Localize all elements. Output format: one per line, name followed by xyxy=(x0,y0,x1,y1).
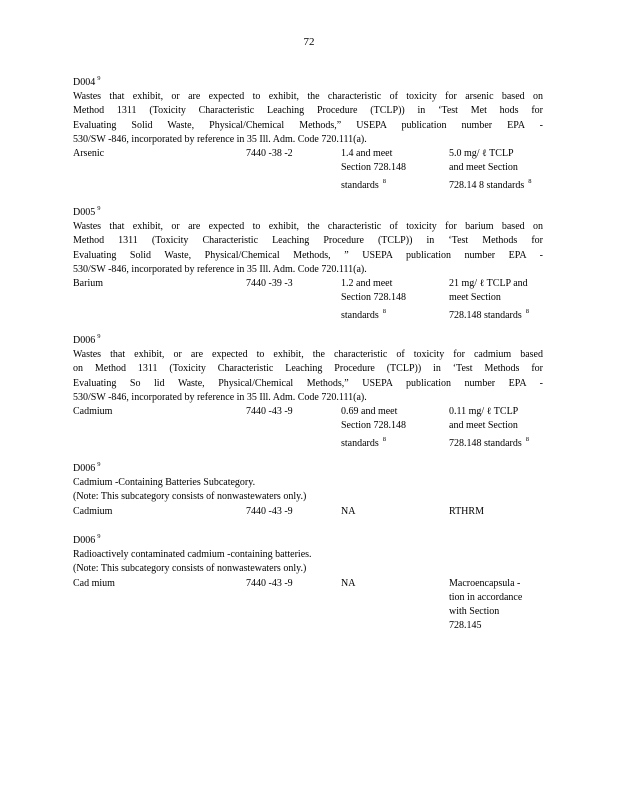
waste-entry-d006-radioactive xyxy=(73,530,543,634)
description-line: Evaluating Solid Waste, Physical/Chemical Methods,” USEPA publication number EPA - xyxy=(73,119,543,131)
description-line: Wastes that exhibit, or are expected to exhibit, the characteristic of toxicity for arsenic based on xyxy=(73,91,543,103)
constituent-name: Barium xyxy=(73,278,103,290)
wastewater-standard: 5.0 mg/ ℓ TCLP and meet Section 728.14 8 standards $^8$ xyxy=(449,148,532,192)
waste-entry-d006-toxicity xyxy=(73,330,543,448)
description-line: Method 1311 (Toxicity Characteristic Leaching Procedure (TCLP)) in ‘Test Met hods for xyxy=(73,105,543,117)
waste-code: D006 $^9$ xyxy=(73,533,101,546)
nonwastewater-standard: 0.69 and meet Section 728.148 standards $^8$ xyxy=(341,406,406,450)
nonwastewater-standard: NA xyxy=(341,505,356,517)
cas-number: 7440 -43 -9 xyxy=(246,505,293,517)
cas-number: 7440 -43 -9 xyxy=(246,577,293,589)
description-line: (Note: This subcategory consists of nonwastewaters only.) xyxy=(73,491,307,503)
description-line: on Method 1311 (Toxicity Characteristic Leaching Procedure (TCLP)) in ‘Test Methods for xyxy=(73,363,543,375)
constituent-name: Cadmium xyxy=(73,406,113,418)
constituent-name: Arsenic xyxy=(73,148,105,160)
constituent-row xyxy=(73,147,543,190)
constituent-row xyxy=(73,277,543,320)
waste-entry-d006-batteries xyxy=(73,458,543,519)
constituent-row xyxy=(73,577,543,634)
waste-code: D006 $^9$ xyxy=(73,461,101,474)
description-line: Wastes that exhibit, or are expected to exhibit, the characteristic of toxicity for cadmium based xyxy=(73,349,543,361)
description-line: Radioactively contaminated cadmium -containing batteries. xyxy=(73,549,312,561)
wastewater-standard: RTHRM xyxy=(449,505,484,517)
description-line: 530/SW -846, incorporated by reference in 35 Ill. Adm. Code 720.111(a). xyxy=(73,133,367,145)
cas-number: 7440 -39 -3 xyxy=(246,278,293,290)
description-line: 530/SW -846, incorporated by reference in 35 Ill. Adm. Code 720.111(a). xyxy=(73,263,367,275)
wastewater-standard: 21 mg/ ℓ TCLP and meet Section 728.148 standards $^8$ xyxy=(449,278,530,322)
wastewater-standard: 0.11 mg/ ℓ TCLP and meet Section 728.148 standards $^8$ xyxy=(449,406,530,450)
constituent-row xyxy=(73,405,543,448)
waste-code: D005 $^9$ xyxy=(73,205,101,218)
nonwastewater-standard: NA xyxy=(341,577,356,589)
waste-entry-d005 xyxy=(73,202,543,320)
wastewater-standard: Macroencapsula - tion in accordance with Section 728.145 xyxy=(449,577,523,632)
description-line: Method 1311 (Toxicity Characteristic Leaching Procedure (TCLP)) in ‘Test Methods for xyxy=(73,235,543,247)
constituent-name: Cad mium xyxy=(73,577,115,589)
waste-code: D004 $^9$ xyxy=(73,75,101,88)
description-line: Evaluating Solid Waste, Physical/Chemical Methods, ” USEPA publication number EPA - xyxy=(73,249,543,261)
description-line: Wastes that exhibit, or are expected to exhibit, the characteristic of toxicity for barium based on xyxy=(73,221,543,233)
constituent-row xyxy=(73,505,543,519)
waste-code: D006 $^9$ xyxy=(73,333,101,346)
page-number: 72 xyxy=(303,36,315,48)
nonwastewater-standard: 1.4 and meet Section 728.148 standards $^8$ xyxy=(341,148,406,192)
constituent-name: Cadmium xyxy=(73,505,113,517)
cas-number: 7440 -38 -2 xyxy=(246,148,293,160)
waste-entry-d004 xyxy=(73,72,543,190)
description-line: 530/SW -846, incorporated by reference in 35 Ill. Adm. Code 720.111(a). xyxy=(73,391,367,403)
nonwastewater-standard: 1.2 and meet Section 728.148 standards $^8$ xyxy=(341,278,406,322)
description-line: Cadmium -Containing Batteries Subcategory. xyxy=(73,477,256,489)
description-line: (Note: This subcategory consists of nonwastewaters only.) xyxy=(73,563,307,575)
cas-number: 7440 -43 -9 xyxy=(246,406,293,418)
description-line: Evaluating So lid Waste, Physical/Chemical Methods,” USEPA publication number EPA - xyxy=(73,377,543,389)
